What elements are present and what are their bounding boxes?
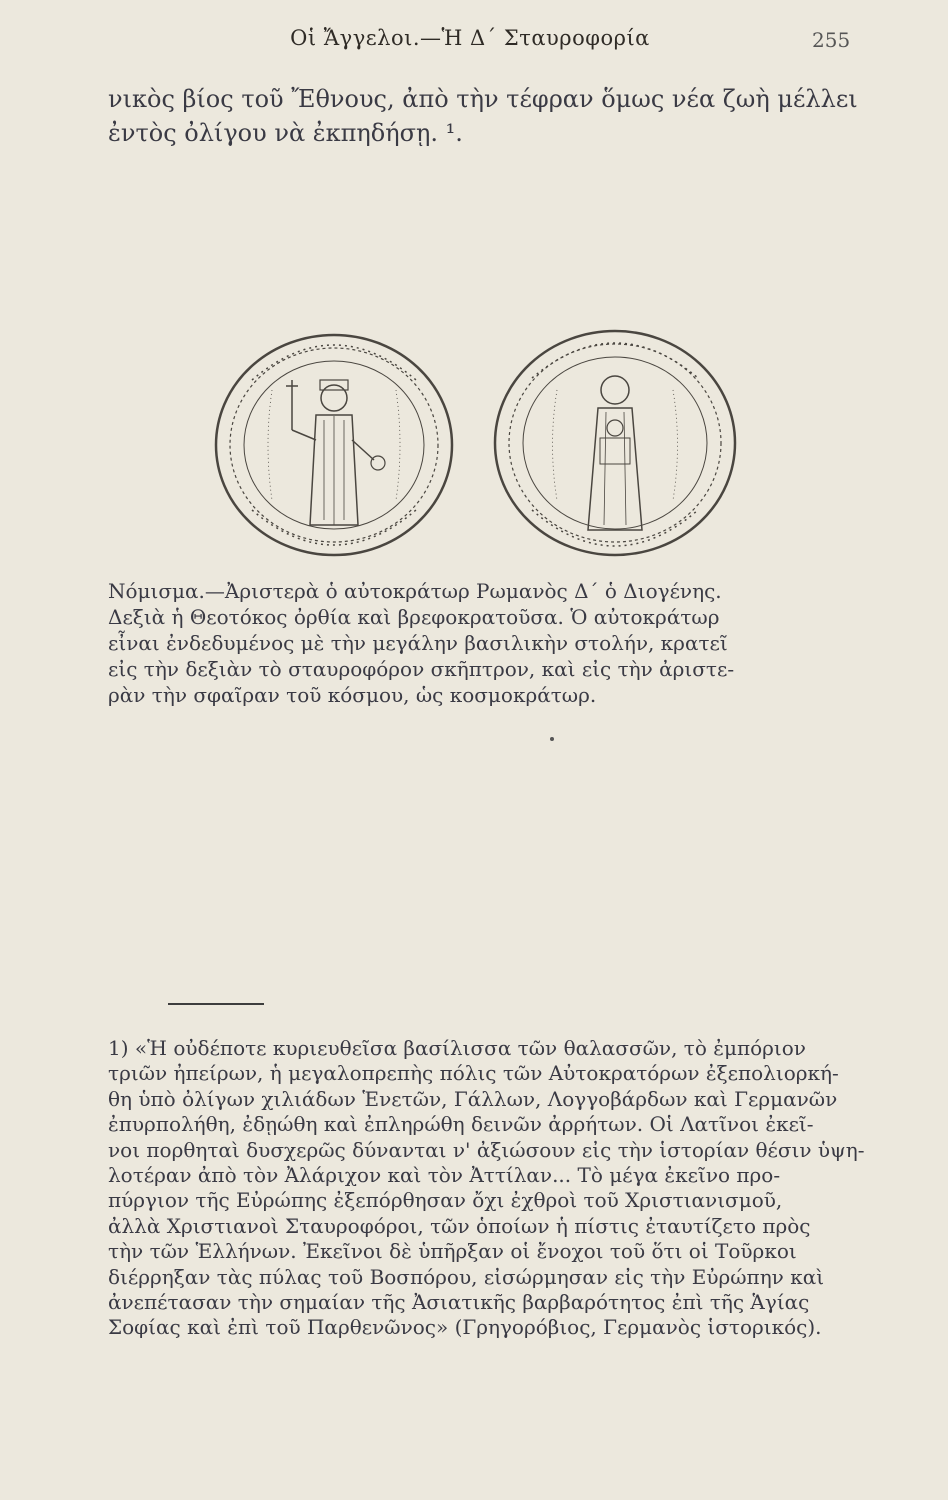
footnote-line: θη ὑπὸ ὀλίγων χιλιάδων Ἑνετῶν, Γάλλων, Λογγοβάρδων καὶ Γερμανῶν [108, 1086, 838, 1111]
body-paragraph [108, 82, 880, 150]
footnote-line: πύργιον τῆς Εὐρώπης ἐξεπόρθησαν ὄχι ἐχθροὶ τοῦ Χριστιανισμοῦ, [108, 1188, 783, 1213]
caption-line: εἶναι ἐνδεδυμένος μὲ τὴν μεγάλην βασιλικὴν στολήν, κρατεῖ [108, 631, 728, 655]
ink-speck [550, 737, 554, 741]
footnote-line: ἀλλὰ Χριστιανοὶ Σταυροφόροι, τῶν ὁποίων ἡ πίστις ἐταυτίζετο πρὸς [108, 1213, 811, 1238]
footnote-line: Σοφίας καὶ ἐπὶ τοῦ Παρθενῶνος» (Γρηγορόβιος, Γερμανὸς ἱστορικός). [108, 1315, 822, 1340]
footnote-line: ἐπυρπολήθη, ἐδῃώθη καὶ ἐπληρώθη δεινῶν ἀρρήτων. Οἱ Λατῖνοι ἐκεῖ- [108, 1112, 814, 1137]
footnote-line: τὴν τῶν Ἑλλήνων. Ἐκεῖνοι δὲ ὑπῆρξαν οἱ ἔνοχοι τοῦ ὅτι οἱ Τοῦρκοι [108, 1239, 797, 1264]
running-title: Οἱ Ἄγγελοι.—Ἡ Δ΄ Σταυροφορία [290, 26, 650, 50]
caption-line: ρὰν τὴν σφαῖραν τοῦ κόσμου, ὡς κοσμοκράτωρ. [108, 683, 597, 707]
footnote-line: λοτέραν ἀπὸ τὸν Ἀλάριχον καὶ τὸν Ἀττίλαν... Τὸ μέγα ἐκεῖνο προ- [108, 1163, 781, 1188]
body-line: ἐντὸς ὀλίγου νὰ ἐκπηδήσῃ. ¹. [108, 119, 463, 147]
footnote-rule [168, 1003, 264, 1005]
coin-illustration [212, 320, 742, 570]
page-number: 255 [812, 28, 851, 52]
caption-line: Δεξιὰ ἡ Θεοτόκος ὀρθία καὶ βρεφοκρατοῦσα. Ὁ αὐτοκράτωρ [108, 605, 720, 629]
coin-reverse-theotokos [495, 331, 735, 555]
caption-line: Νόμισμα.—Ἀριστερὰ ὁ αὐτοκράτωρ Ρωμανὸς Δ΄ ὁ Διογένης. [108, 579, 722, 603]
footnote-line: νοι πορθηταὶ δυσχερῶς δύνανται ν' ἀξιώσουν εἰς τὴν ἱστορίαν θέσιν ὑψη- [108, 1137, 865, 1162]
footnote-line: 1) «Ἡ οὐδέποτε κυριευθεῖσα βασίλισσα τῶν θαλασσῶν, τὸ ἐμπόριον [108, 1036, 806, 1060]
footnote-line: ἀνεπέτασαν τὴν σημαίαν τῆς Ἀσιατικῆς βαρβαρότητος ἐπὶ τῆς Ἁγίας [108, 1290, 810, 1315]
coin-drawing [212, 320, 742, 570]
body-line: νικὸς βίος τοῦ Ἔθνους, ἀπὸ τὴν τέφραν ὅμως νέα ζωὴ μέλλει [108, 85, 858, 113]
coin-obverse-emperor [216, 335, 452, 555]
figure-caption [108, 578, 878, 708]
footnote-line: τριῶν ἠπείρων, ἡ μεγαλοπρεπὴς πόλις τῶν Αὐτοκρατόρων ἐξεπολιορκή- [108, 1061, 839, 1086]
footnote [108, 1036, 865, 1341]
footnote-line: διέρρηξαν τὰς πύλας τοῦ Βοσπόρου, εἰσώρμησαν εἰς τὴν Εὐρώπην καὶ [108, 1264, 825, 1289]
caption-line: εἰς τὴν δεξιὰν τὸ σταυροφόρον σκῆπτρον, καὶ εἰς τὴν ἀριστε- [108, 657, 735, 681]
